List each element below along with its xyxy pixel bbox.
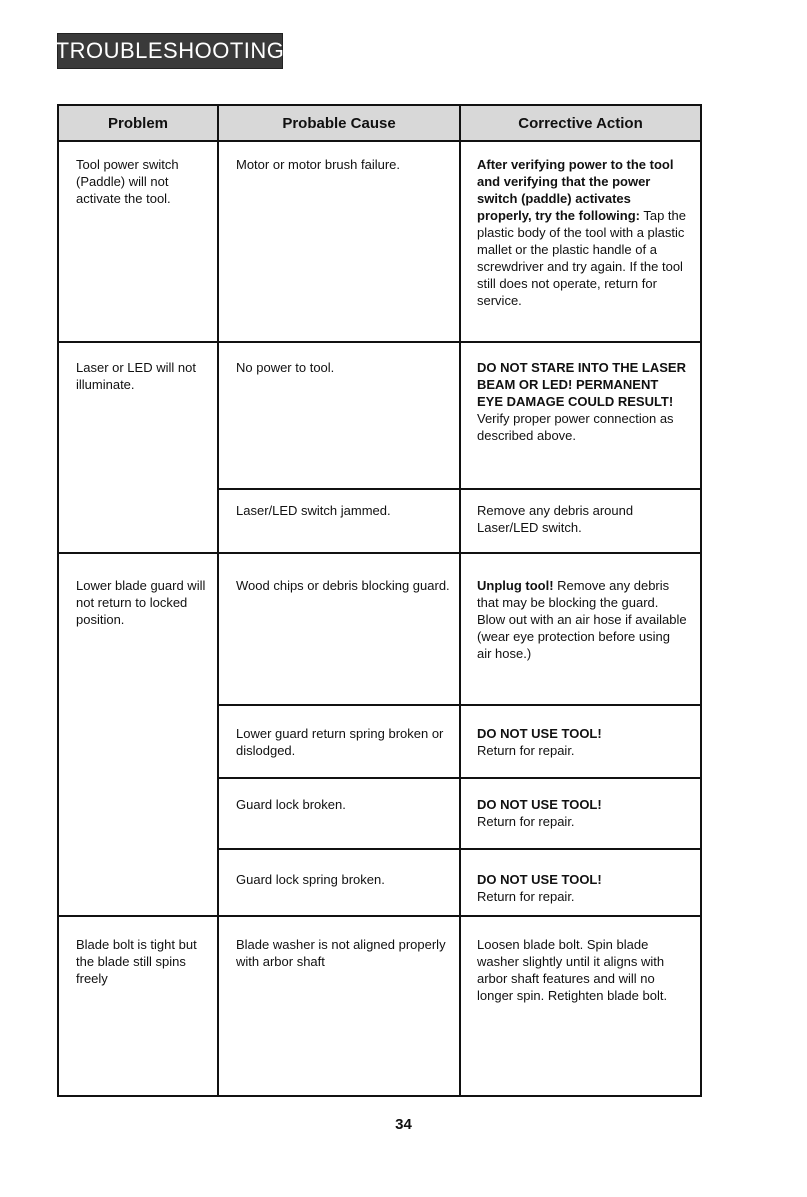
action-warning: DO NOT USE TOOL!	[477, 797, 602, 812]
action-cell	[477, 359, 687, 444]
page-number: 34	[395, 1116, 412, 1133]
row-divider	[219, 488, 700, 490]
cause-cell: Guard lock broken.	[236, 797, 346, 812]
troubleshooting-table	[57, 104, 702, 1097]
row-divider	[219, 848, 700, 850]
row-divider	[59, 915, 700, 917]
cause-cell: No power to tool.	[236, 360, 335, 375]
header-action: Corrective Action	[461, 106, 700, 140]
section-title-banner	[57, 33, 283, 69]
column-divider	[459, 106, 461, 1095]
action-text: Remove any debris around Laser/LED switch.	[477, 503, 634, 535]
problem-cell: Tool power switch (Paddle) will not activate the tool.	[76, 157, 179, 206]
action-text: Return for repair.	[477, 889, 575, 904]
section-title: TROUBLESHOOTING	[55, 38, 285, 63]
action-text: Return for repair.	[477, 743, 575, 758]
cause-cell: Guard lock spring broken.	[236, 872, 385, 887]
action-warning: Unplug tool!	[477, 578, 554, 593]
action-warning: DO NOT USE TOOL!	[477, 726, 602, 741]
cause-cell: Laser/LED switch jammed.	[236, 503, 391, 518]
row-divider	[59, 341, 700, 343]
action-cell	[477, 796, 687, 830]
cause-cell: Lower guard return spring broken or dislodged.	[236, 726, 444, 758]
action-text: Return for repair.	[477, 814, 575, 829]
header-cause: Probable Cause	[219, 106, 459, 140]
row-divider	[219, 777, 700, 779]
header-problem: Problem	[59, 106, 217, 140]
problem-cell: Blade bolt is tight but the blade still spins freely	[76, 937, 197, 986]
action-cell	[477, 577, 687, 662]
action-warning: After verifying power to the tool and verifying that the power switch (paddle) activates properly, try the following:	[477, 157, 674, 223]
cause-cell: Blade washer is not aligned properly with arbor shaft	[236, 937, 446, 969]
column-divider	[217, 106, 219, 1095]
row-divider	[59, 552, 700, 554]
cause-cell: Wood chips or debris blocking guard.	[236, 578, 450, 593]
action-text: Loosen blade bolt. Spin blade washer slightly until it aligns with arbor shaft features and will no longer spin. Retighten blade bolt.	[477, 937, 668, 1003]
action-cell	[477, 725, 687, 759]
header-divider	[59, 140, 700, 142]
cause-cell: Motor or motor brush failure.	[236, 157, 401, 172]
action-cell	[477, 936, 687, 1004]
action-cell	[477, 502, 687, 536]
action-text: Verify proper power connection as described above.	[477, 411, 674, 443]
problem-cell: Laser or LED will not illuminate.	[76, 360, 196, 392]
action-cell	[477, 871, 687, 905]
action-cell	[477, 156, 687, 309]
problem-cell: Lower blade guard will not return to locked position.	[76, 578, 206, 627]
action-text: Tap the plastic body of the tool with a plastic mallet or the plastic handle of a screwdriver and try again. If the tool still does not operate, return for service.	[477, 208, 687, 308]
row-divider	[219, 704, 700, 706]
action-text: Remove any debris that may be blocking the guard. Blow out with an air hose if available (wear eye protection before using air hose.)	[477, 578, 687, 661]
action-warning: DO NOT USE TOOL!	[477, 872, 602, 887]
action-warning: DO NOT STARE INTO THE LASER BEAM OR LED! PERMANENT EYE DAMAGE COULD RESULT!	[477, 360, 686, 409]
